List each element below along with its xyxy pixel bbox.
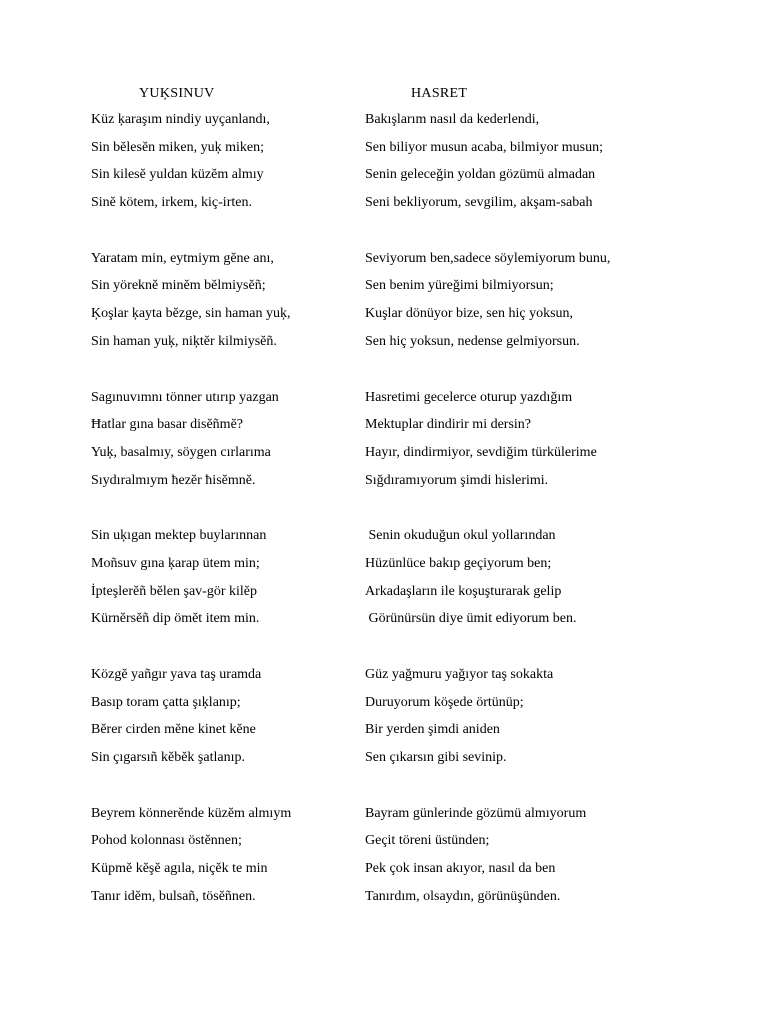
poem-line: Seviyorum ben,sadece söylemiyorum bunu,	[365, 250, 611, 266]
poem-line: Bir yerden şimdi aniden	[365, 722, 500, 738]
poem-line: Görünürsün diye ümit ediyorum ben.	[365, 611, 577, 627]
poem-line: Yaratam min, eytmiym gĕne anı,	[91, 250, 274, 266]
poem-line: Mektuplar dindirir mi dersin?	[365, 417, 532, 433]
poem-line: Sinĕ kötem, irkem, kiç-irten.	[91, 195, 252, 211]
poem-line: Seni bekliyorum, sevgilim, akşam-sabah	[365, 195, 593, 211]
poem-line: Yuķ, basalmıy, söygen cırlarıma	[91, 444, 271, 460]
poem-line: İpteşlerĕñ bĕlen şav-gör kilĕp	[91, 583, 257, 599]
poem-line: Hüzünlüce bakıp geçiyorum ben;	[365, 555, 552, 571]
poem-line: Ķoşlar ķayta bĕzge, sin haman yuķ,	[91, 306, 291, 322]
poem-line: Arkadaşların ile koşuşturarak gelip	[365, 583, 562, 599]
poem-line: Sıydıralmıym ħezĕr ħisĕmnĕ.	[91, 472, 256, 488]
poem-line: Sin kilesĕ yuldan küzĕm almıy	[91, 167, 264, 183]
poem-line: Sen çıkarsın gibi sevinip.	[365, 750, 507, 766]
poem-line: Sen hiç yoksun, nedense gelmiyorsun.	[365, 333, 580, 349]
original-poem-title: YUĶSINUV	[139, 86, 215, 101]
poem-line: Duruyorum köşede örtünüp;	[365, 694, 524, 710]
poem-line: Sagınuvımnı tönner utırıp yazgan	[91, 389, 279, 405]
poem-line: Bayram günlerinde gözümü almıyorum	[365, 805, 587, 821]
poem-line: Sen biliyor musun acaba, bilmiyor musun;	[365, 139, 603, 155]
poem-line: Ħatlar gına basar disĕñmĕ?	[91, 417, 243, 433]
poem-line: Moñsuv gına ķarap ütem min;	[91, 555, 260, 571]
poem-line: Kürnĕrsĕñ dip ömĕt item min.	[91, 611, 260, 627]
poem-line: Geçit töreni üstünden;	[365, 833, 490, 849]
poem-line: Tanırdım, olsaydın, görünüşünden.	[365, 888, 561, 904]
translation-poem-title: HASRET	[411, 86, 468, 101]
poem-line: Tanır idĕm, bulsañ, tösĕñnen.	[91, 888, 256, 904]
poem-line: Bakışlarım nasıl da kederlendi,	[365, 112, 540, 127]
translation-stanza-5	[365, 661, 705, 772]
poem-line: Senin geleceğin yoldan gözümü almadan	[365, 167, 596, 183]
poem-line: Güz yağmuru yağıyor taş sokakta	[365, 667, 554, 682]
poem-line: Pohod kolonnası östĕnnen;	[91, 833, 242, 849]
translation-stanza-3	[365, 384, 705, 495]
translation-poem-column	[365, 82, 705, 939]
poem-line: Küz ķaraşım nindiy uyçanlandı,	[91, 112, 270, 127]
poem-line: Sin çıgarsıñ kĕbĕk şatlanıp.	[91, 750, 245, 766]
poem-line: Sin yöreknĕ minĕm bĕlmiysĕñ;	[91, 278, 266, 294]
poem-line: Hasretimi gecelerce oturup yazdığım	[365, 389, 573, 405]
poem-line: Küpmĕ kĕşĕ agıla, niçĕk te min	[91, 861, 268, 877]
translation-stanza-2	[365, 245, 705, 356]
poem-line: Basıp toram çatta şıķlanıp;	[91, 694, 241, 710]
translation-stanza-6	[365, 800, 705, 911]
poem-line: Sin uķıgan mektep buylarınnan	[91, 528, 267, 544]
poem-line: Sin bĕlesĕn miken, yuķ miken;	[91, 139, 265, 155]
translation-stanza-1	[365, 106, 705, 217]
poem-line: Senin okuduğun okul yollarından	[365, 528, 556, 544]
poem-line: Közgĕ yañgır yava taş uramda	[91, 667, 262, 682]
poem-line: Sen benim yüreğimi bilmiyorsun;	[365, 278, 554, 294]
poem-line: Pek çok insan akıyor, nasıl da ben	[365, 861, 556, 877]
poem-line: Sığdıramıyorum şimdi hislerimi.	[365, 472, 549, 488]
translation-stanza-4	[365, 522, 705, 633]
poem-line: Bĕrer cirden mĕne kinet kĕne	[91, 722, 256, 738]
poem-line: Beyrem könnerĕnde küzĕm almıym	[91, 805, 292, 821]
poem-line: Hayır, dindirmiyor, sevdiğim türkülerime	[365, 444, 597, 460]
poem-line: Sin haman yuķ, niķtĕr kilmiysĕñ.	[91, 333, 277, 349]
poem-line: Kuşlar dönüyor bize, sen hiç yoksun,	[365, 306, 574, 322]
